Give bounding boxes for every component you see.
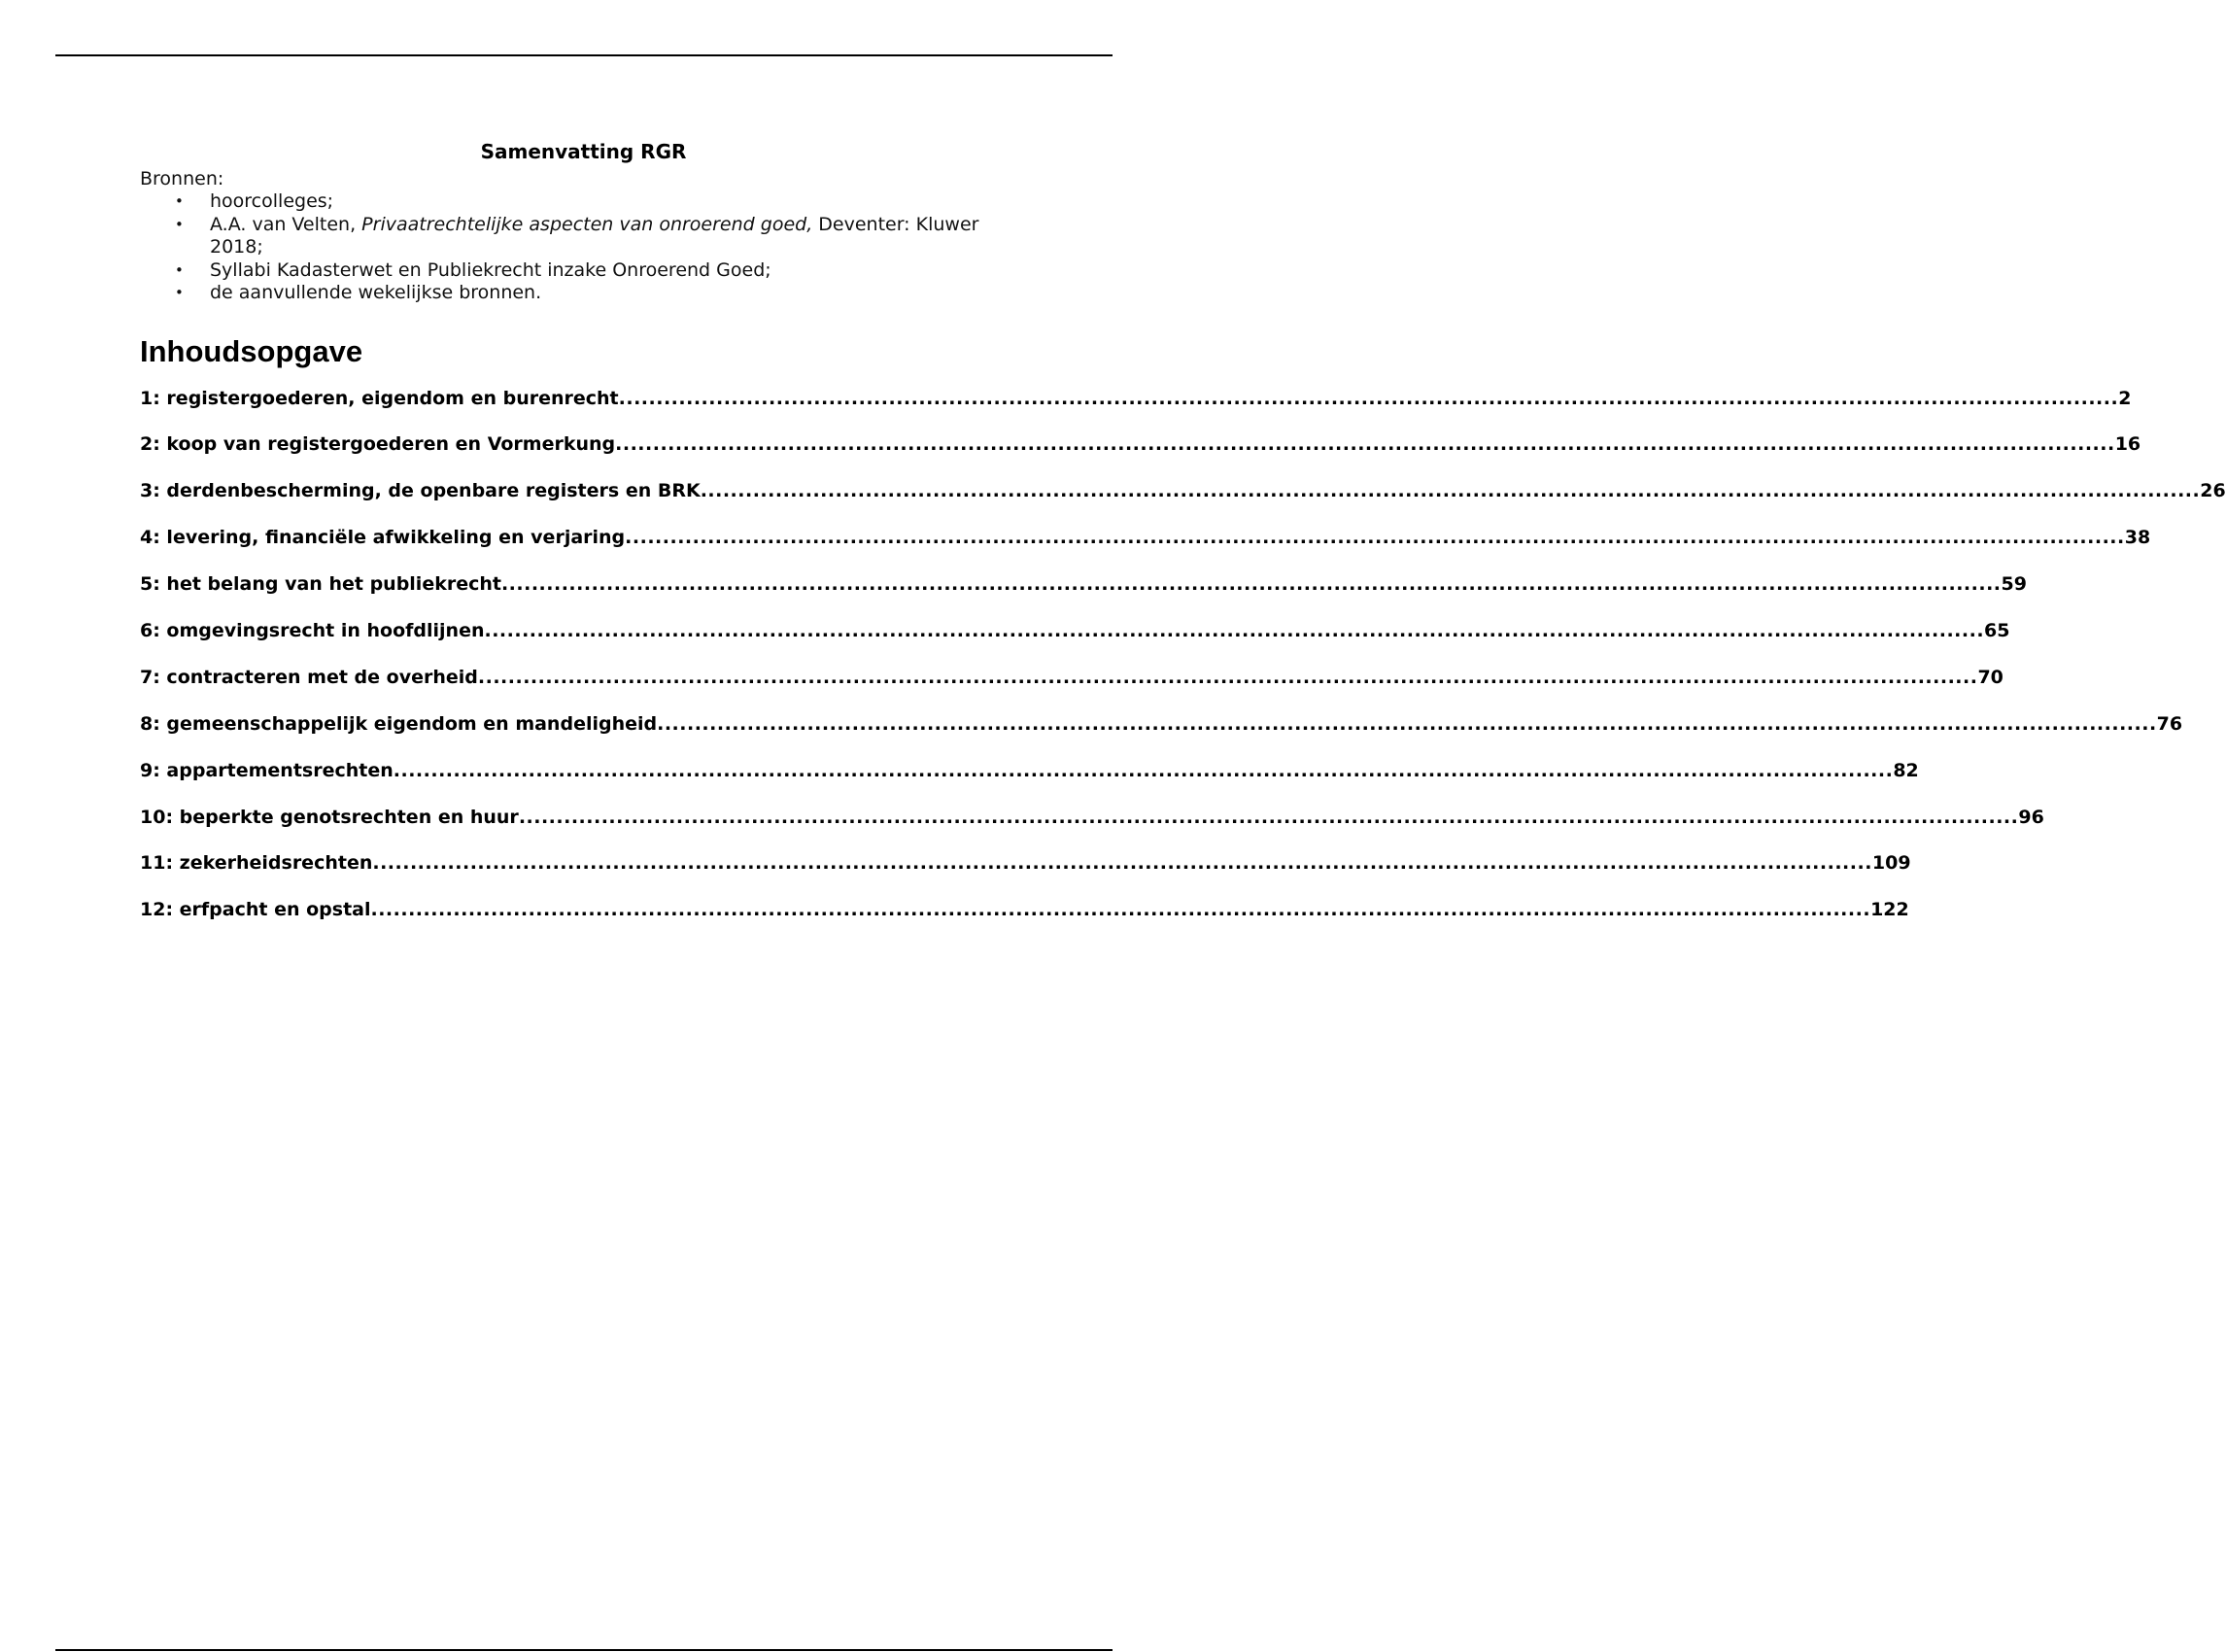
toc-entry[interactable] [140,430,2141,477]
page-content [140,138,2226,943]
toc-entry-label: 10: beperkte genotsrechten en huur [140,806,519,828]
sources-list [140,190,1027,305]
sources-label: Bronnen: [140,168,224,189]
toc-leader-dots: ........................................................................................................................................................................................................ [615,433,2115,456]
toc-entry-label: 11: zekerheidsrechten [140,852,373,875]
toc-page-number: 82 [1893,759,1919,781]
toc-leader-dots: ........................................................................................................................................................................................................ [518,806,2019,828]
source-item: • hoorcolleges; [175,190,334,212]
document-title: Samenvatting RGR [480,140,687,163]
toc-entry[interactable] [140,477,2226,524]
source-item: • de aanvullende wekelijkse bronnen. [175,282,542,303]
toc-page-number: 96 [2018,806,2044,828]
toc-entry-label: 2: koop van registergoederen en Vormerkung [140,433,616,456]
toc-entry-label: 6: omgevingsrecht in hoofdlijnen [140,619,485,641]
toc-entry[interactable] [140,710,2183,757]
toc-leader-dots: ........................................................................................................................................................................................................ [484,619,1985,641]
toc-entry-label: 3: derdenbescherming, de openbare registers en BRK [140,480,701,502]
toc-entry-label: 1: registergoederen, eigendom en burenrecht [140,387,619,409]
toc-entry-label: 12: erfpacht en opstal [140,899,371,921]
toc-entry-label: 5: het belang van het publiekrecht [140,573,501,596]
toc-leader-dots: ........................................................................................................................................................................................................ [477,666,1978,688]
bullet-icon: • [175,215,184,233]
table-of-contents [140,385,2226,944]
toc-entry[interactable] [140,524,2151,570]
toc-page-number: 70 [1977,666,2003,688]
source-item: • A.A. van Velten, Privaatrechtelijke aspecten van onroerend goed, Deventer: Kluwer 2018; [175,213,979,258]
toc-leader-dots: ........................................................................................................................................................................................................ [618,387,2119,409]
toc-entry-label: 7: contracteren met de overheid [140,666,478,688]
toc-entry-label: 8: gemeenschappelijk eigendom en mandeligheid [140,712,658,735]
bullet-icon: • [175,260,184,279]
toc-entry[interactable] [140,757,1919,804]
toc-leader-dots: ........................................................................................................................................................................................................ [370,899,1871,921]
toc-entry-label: 9: appartementsrechten [140,759,394,781]
toc-entry-label: 4: levering, financiële afwikkeling en verjaring [140,527,626,549]
toc-leader-dots: ........................................................................................................................................................................................................ [625,527,2125,549]
toc-entry[interactable] [140,570,2027,617]
toc-page-number: 76 [2156,712,2183,735]
toc-page-number: 38 [2124,527,2151,549]
toc-leader-dots: ........................................................................................................................................................................................................ [700,480,2201,502]
toc-page-number: 2 [2118,387,2132,409]
toc-page-number: 59 [2001,573,2027,596]
footer-rule [55,1649,1113,1651]
toc-entry[interactable] [140,664,2003,710]
toc-page-number: 65 [1984,619,2010,641]
bullet-icon: • [175,284,184,301]
toc-leader-dots: ........................................................................................................................................................................................................ [500,573,2002,596]
toc-page-number: 109 [1871,852,1911,875]
toc-page-number: 122 [1870,899,1909,921]
toc-entry[interactable] [140,385,2132,431]
toc-page-number: 16 [2114,433,2141,456]
bullet-icon: • [175,192,184,210]
toc-entry[interactable] [140,804,2044,850]
toc-heading: Inhoudsopgave [140,333,363,368]
toc-entry[interactable] [140,896,1909,943]
source-item: • Syllabi Kadasterwet en Publiekrecht inzake Onroerend Goed; [175,258,771,281]
toc-page-number: 26 [2200,480,2226,502]
toc-entry[interactable] [140,617,2010,664]
toc-leader-dots: ........................................................................................................................................................................................................ [393,759,1894,781]
toc-leader-dots: ........................................................................................................................................................................................................ [372,852,1872,875]
toc-leader-dots: ........................................................................................................................................................................................................ [657,712,2157,735]
book-title: Privaatrechtelijke aspecten van onroerend goed, [361,213,813,235]
toc-entry[interactable] [140,849,1911,896]
header-rule [55,54,1113,56]
